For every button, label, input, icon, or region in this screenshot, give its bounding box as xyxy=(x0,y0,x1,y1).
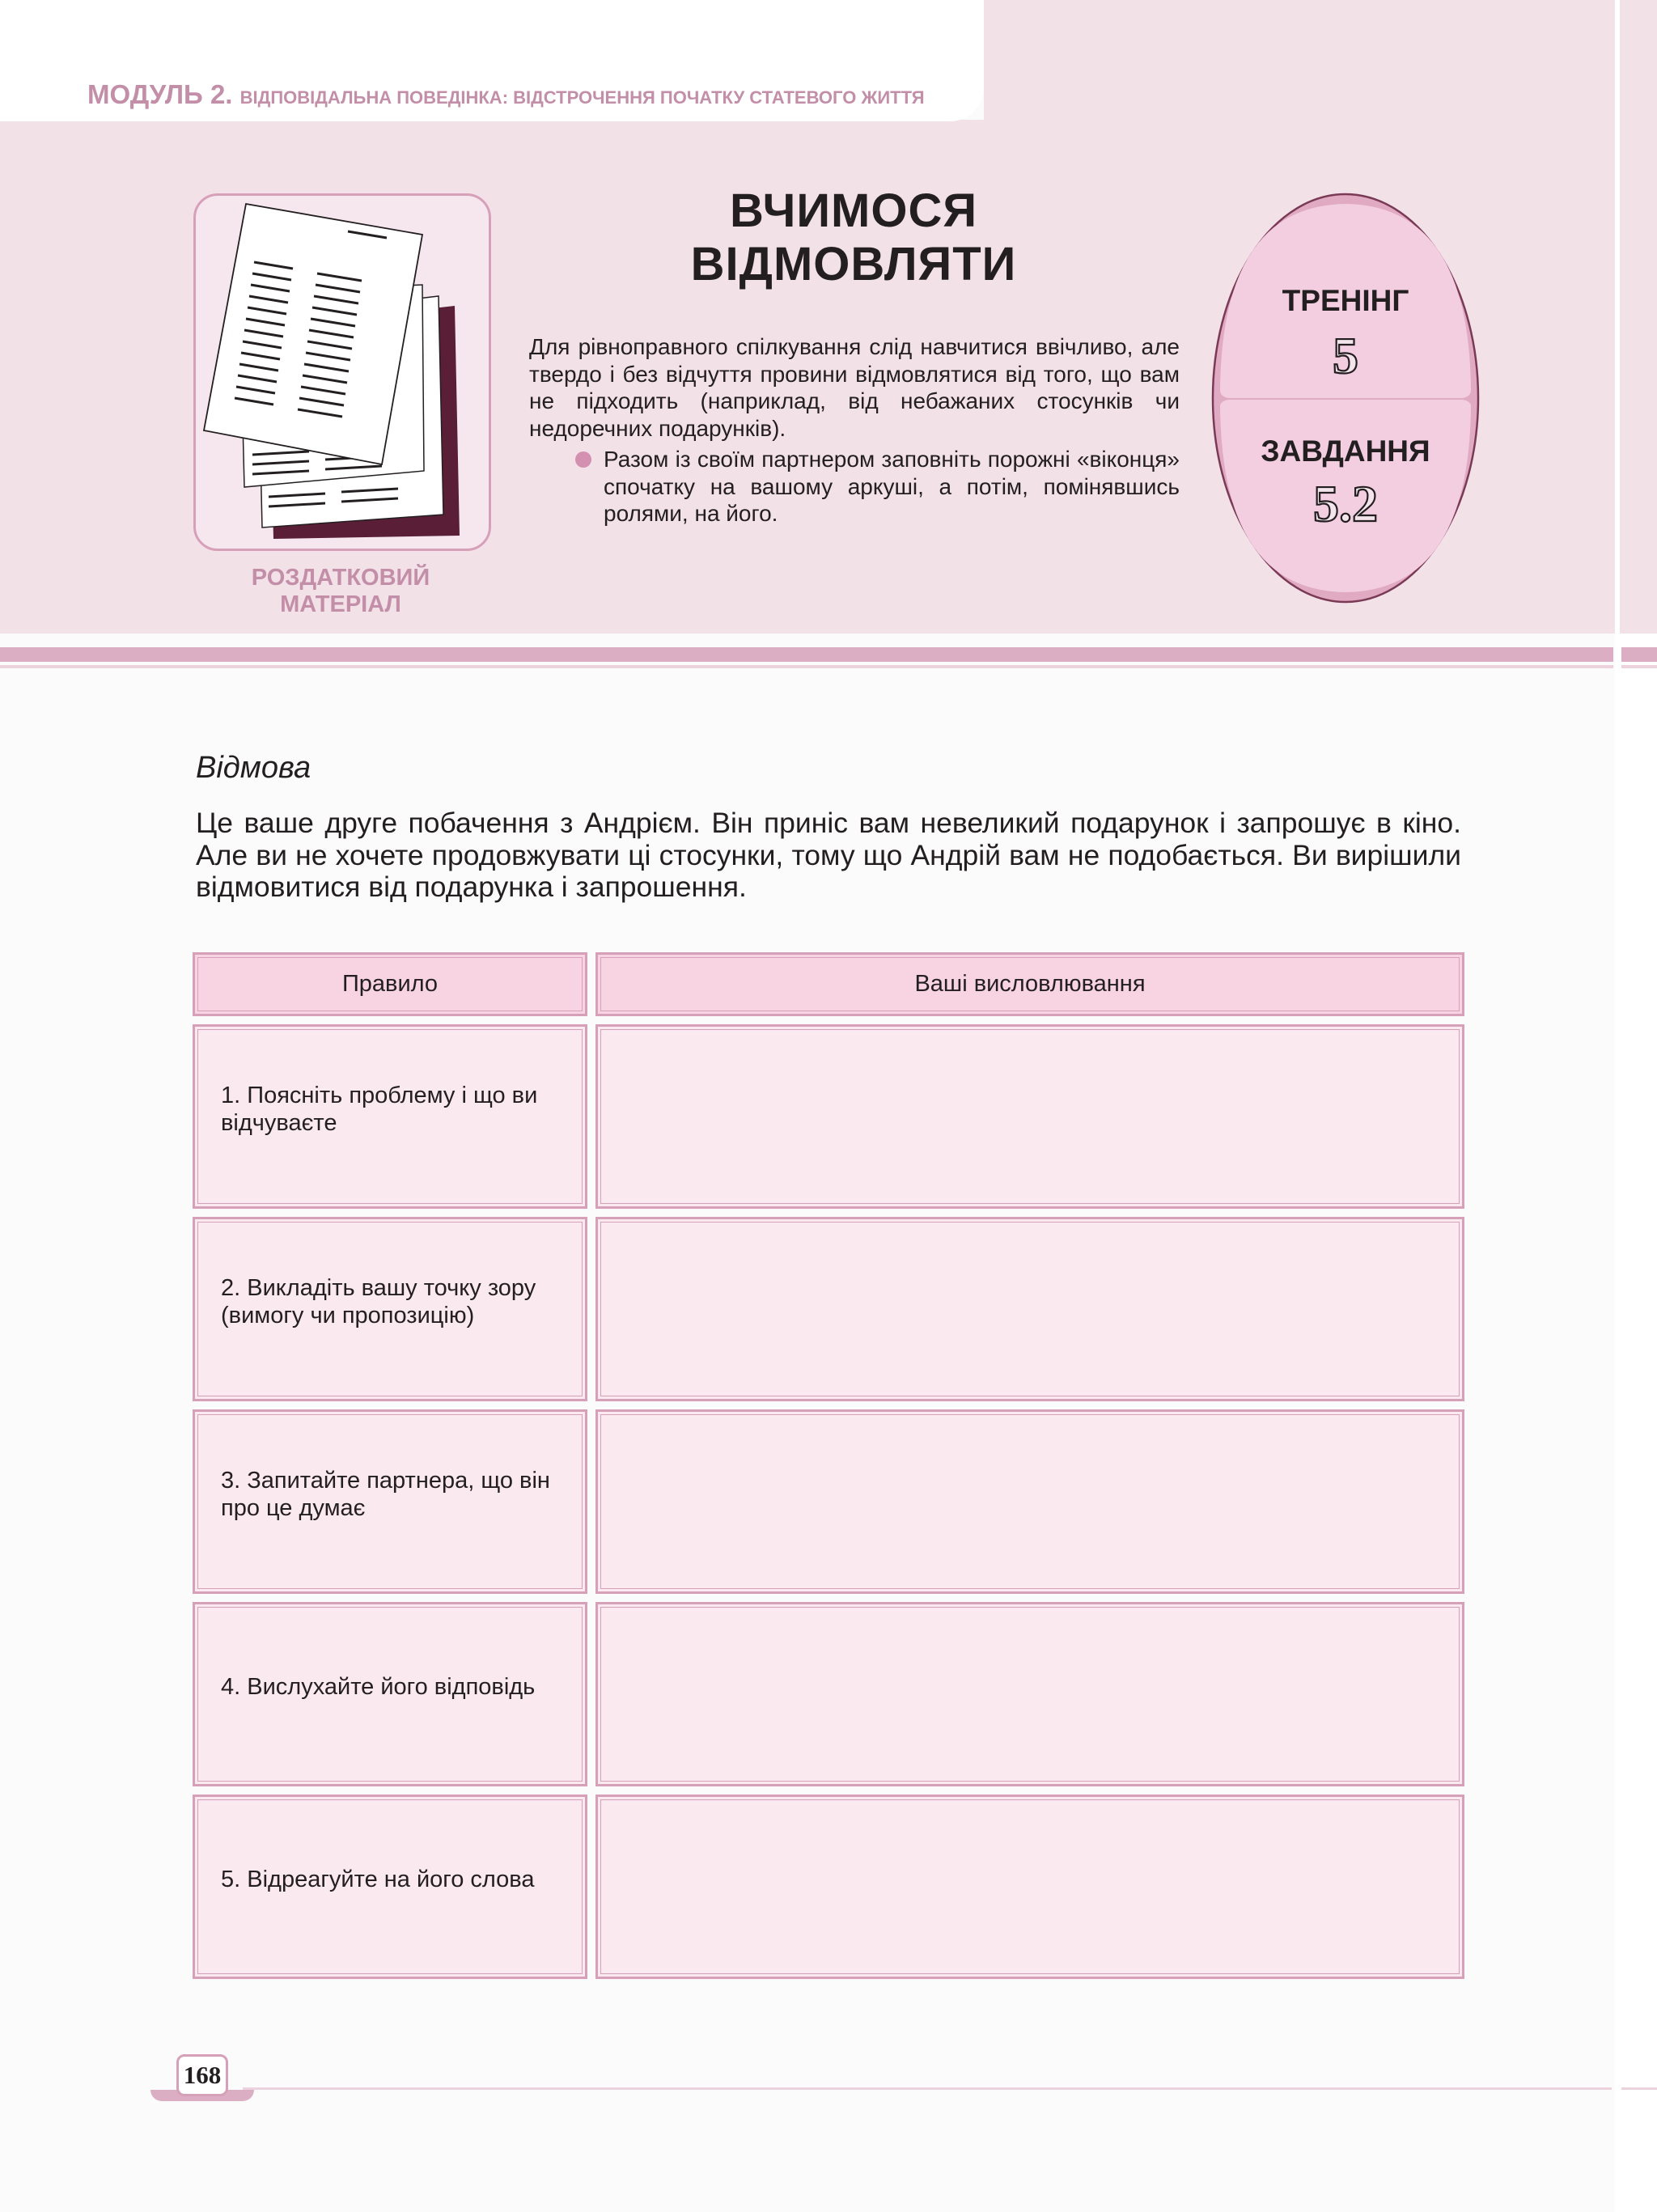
lesson-intro: Для рівноправного спілкування слід навчитися ввічливо, але твердо і без відчуття провини відмовлятися від того, що вам не підходить (наприклад, від небажаних стосунків чи недоречних подарунків). xyxy=(529,334,1180,441)
table-row-4-rule xyxy=(193,1602,587,1786)
handout-label-line2: МАТЕРІАЛ xyxy=(280,591,401,617)
footer-rule xyxy=(243,2087,1612,2090)
section-title: Відмова xyxy=(196,751,311,785)
table-header-statements-label: Ваші висловлювання xyxy=(914,971,1146,997)
page-edge-tab xyxy=(1620,0,1657,634)
rule-text-5: 5. Відреагуйте на його слова xyxy=(221,1867,535,1892)
task-number: 5.2 xyxy=(1313,475,1378,532)
answer-field-4[interactable] xyxy=(595,1602,1464,1786)
answer-field-3[interactable] xyxy=(595,1409,1464,1594)
table-row-1-rule xyxy=(193,1024,587,1209)
module-subtitle: ВІДПОВІДАЛЬНА ПОВЕДІНКА: ВІДСТРОЧЕННЯ ПОЧАТКУ СТАТЕВОГО ЖИТТЯ xyxy=(239,87,925,108)
table-header-rule xyxy=(193,952,587,1016)
header-band-top-right xyxy=(984,0,1615,121)
module-heading xyxy=(87,79,925,110)
page-number: 168 xyxy=(176,2054,228,2096)
training-number: 5 xyxy=(1333,327,1358,384)
table-header-statements xyxy=(595,952,1464,1016)
rule-text-1: 1. Поясніть проблему і що ви відчуваєте xyxy=(221,1083,538,1136)
table-row-3-rule xyxy=(193,1409,587,1594)
table-header-rule-label: Правило xyxy=(341,971,439,997)
scenario-text: Це ваше друге побачення з Андрієм. Він приніс вам невеликий подарунок і запрошує в кіно. Але ви не хочете продовжувати ці стосунки, тому що Андрій вам не подобається. Ви вирішили відмовитися від подарунка і запрошення. xyxy=(196,807,1461,903)
training-label: ТРЕНІНГ xyxy=(1282,284,1409,317)
handout-label-line1: РОЗДАТКОВИЙ xyxy=(251,565,430,591)
header-divider-thin-edge xyxy=(1621,665,1657,668)
table-row-2-rule xyxy=(193,1217,587,1401)
handout-frame xyxy=(193,193,491,551)
handout-label xyxy=(194,565,487,618)
lesson-title-line2: ВІДМОВЛЯТИ xyxy=(690,238,1017,290)
answer-field-1[interactable] xyxy=(595,1024,1464,1209)
header-divider-thin xyxy=(0,665,1613,668)
handout-papers-icon xyxy=(196,196,489,549)
training-badge xyxy=(1210,191,1481,605)
answer-field-2[interactable] xyxy=(595,1217,1464,1401)
lesson-instruction xyxy=(574,446,1180,528)
lesson-title xyxy=(631,184,1076,291)
lesson-instruction-text: Разом із своїм партнером заповніть порожні «віконця» спочатку на вашому аркуші, а потім, помінявшись ролями, на його. xyxy=(604,447,1180,526)
rule-text-2: 2. Викладіть вашу точку зору (вимогу чи пропозицію) xyxy=(221,1275,536,1328)
module-number: МОДУЛЬ 2. xyxy=(87,79,233,109)
task-label: ЗАВДАННЯ xyxy=(1261,434,1430,468)
header-divider xyxy=(0,647,1613,662)
footer-rule-edge xyxy=(1621,2087,1657,2090)
table-row-5-rule xyxy=(193,1795,587,1979)
rule-text-3: 3. Запитайте партнера, що він про це думає xyxy=(221,1468,550,1521)
answer-field-5[interactable] xyxy=(595,1795,1464,1979)
rule-text-4: 4. Вислухайте його відповідь xyxy=(221,1674,536,1700)
header-divider-edge xyxy=(1621,647,1657,662)
lesson-title-line1: ВЧИМОСЯ xyxy=(729,184,978,237)
